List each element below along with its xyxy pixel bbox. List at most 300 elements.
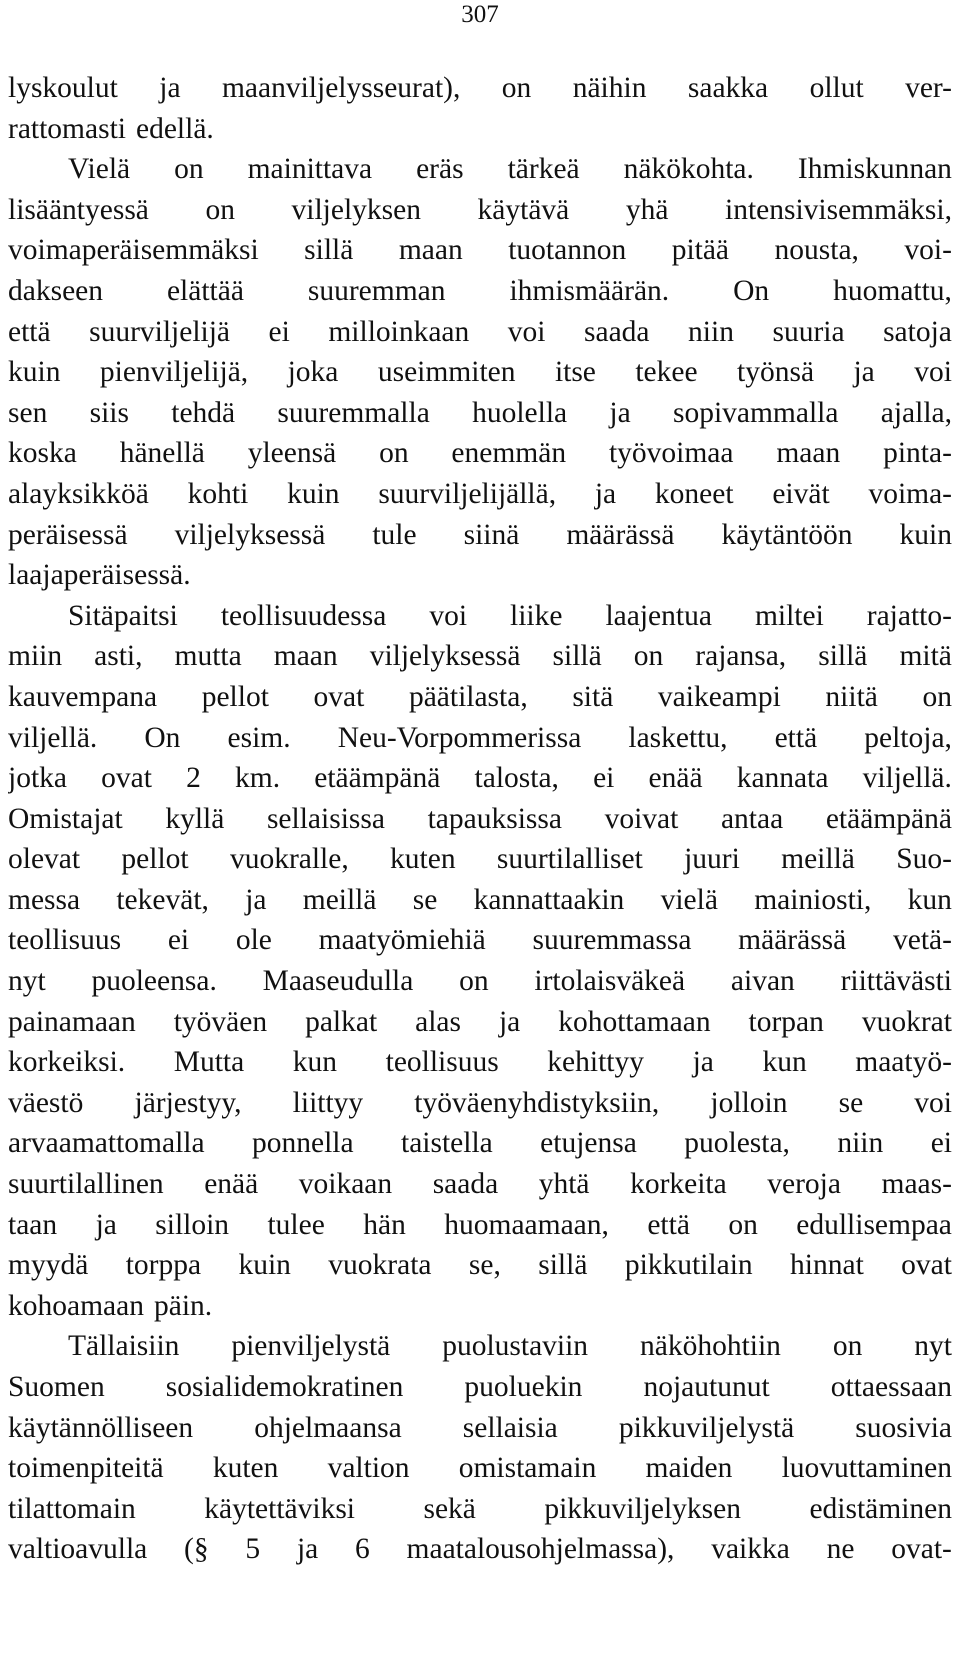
word: etäämpänä: [314, 762, 441, 795]
word: Suomen: [8, 1371, 105, 1403]
text-line: [8, 596, 952, 637]
word: voikaan: [298, 1168, 393, 1201]
word: sillä: [818, 640, 868, 673]
word: järjestyy,: [134, 1086, 242, 1119]
word: km.: [235, 762, 281, 795]
word: veroja: [767, 1168, 841, 1201]
word: se: [412, 883, 438, 916]
word: että: [774, 721, 818, 754]
word: on: [501, 72, 532, 104]
word: kuten: [212, 1452, 279, 1485]
word: valtioavulla: [8, 1533, 148, 1566]
word: hänellä: [119, 437, 205, 470]
word: tuotannon: [508, 234, 627, 267]
word: mitä: [899, 640, 952, 673]
word: taan: [8, 1208, 58, 1241]
word: ja: [245, 883, 267, 916]
word: alas: [415, 1005, 461, 1038]
text-line: [8, 880, 952, 921]
word: suurviljelijällä,: [378, 477, 557, 510]
text-line: [8, 1245, 952, 1286]
word: työväenyhdistyksiin,: [414, 1086, 660, 1119]
word: huolella: [472, 396, 568, 429]
word: tulee: [267, 1208, 325, 1241]
text-line: [8, 1002, 952, 1043]
text-line: [8, 190, 952, 231]
word: nyt: [914, 1330, 952, 1363]
word: laskettu,: [628, 721, 728, 754]
word: lyskoulut: [8, 72, 118, 104]
text-line: [8, 433, 952, 474]
word: pienviljelijä,: [99, 356, 249, 389]
word: meillä: [302, 883, 377, 916]
word: ei: [930, 1127, 952, 1160]
word: puolesta,: [684, 1127, 790, 1160]
word: milloinkaan: [328, 315, 470, 348]
word: ohjelmaansa: [254, 1411, 402, 1444]
word: 6: [355, 1533, 370, 1566]
text-line: [8, 799, 952, 840]
word: nousta,: [774, 234, 859, 267]
text-line: [8, 515, 952, 556]
word: sosialidemokratinen: [165, 1371, 404, 1403]
word: rattomasti: [8, 112, 126, 145]
word: hinnat: [790, 1249, 864, 1282]
word: siinä: [463, 518, 520, 551]
text-line: [8, 1164, 952, 1205]
word: myydä: [8, 1249, 89, 1282]
word: rajansa,: [695, 640, 787, 673]
word: viljelyksessä: [174, 518, 326, 551]
word: painamaan: [8, 1005, 136, 1038]
word: kohoamaan: [8, 1289, 144, 1322]
word: mutta: [174, 640, 242, 673]
word: huomattu,: [833, 274, 952, 307]
word: saakka: [687, 72, 769, 104]
text-line: [8, 1083, 952, 1124]
word: suuremmalla: [277, 396, 430, 429]
word: huomaamaan,: [444, 1208, 609, 1241]
word: on: [205, 193, 235, 226]
word: ponnella: [251, 1127, 354, 1160]
text-line: [8, 474, 952, 515]
word: kuin: [287, 477, 340, 510]
word: ja: [692, 1046, 714, 1079]
word: miltei: [754, 599, 824, 632]
word: kun: [907, 883, 952, 916]
word: esim.: [227, 721, 291, 754]
word: suuremmassa: [532, 924, 692, 957]
word: On: [733, 274, 770, 307]
word: pellot: [201, 680, 269, 713]
word: että: [8, 315, 51, 348]
word: hän: [363, 1208, 406, 1241]
word: miin: [8, 640, 63, 673]
word: suosivia: [855, 1411, 952, 1444]
word: puoleensa.: [91, 965, 217, 998]
word: määrässä: [738, 924, 847, 957]
word: kannata: [736, 762, 829, 795]
text-line: [8, 1205, 952, 1246]
word: antaa: [720, 802, 784, 835]
word: työväen: [173, 1005, 268, 1038]
text-line: [8, 677, 952, 718]
word: ne: [826, 1533, 855, 1566]
word: (§: [184, 1533, 209, 1566]
word: jolloin: [710, 1086, 788, 1119]
word: työvoimaa: [608, 437, 734, 470]
word: vetä-: [893, 924, 952, 957]
word: voi: [507, 315, 546, 348]
word: sillä: [538, 1249, 588, 1282]
word: torpan: [748, 1005, 824, 1038]
word: talosta,: [474, 762, 559, 795]
word: olevat: [8, 843, 81, 876]
text-line: [8, 839, 952, 880]
word: jotka: [8, 762, 67, 795]
word: kun: [762, 1046, 807, 1079]
word: että: [647, 1208, 690, 1241]
text-line: [8, 1489, 952, 1530]
word: Tällaisiin: [68, 1330, 180, 1363]
word: kuin: [238, 1249, 291, 1282]
word: liike: [510, 599, 563, 632]
word: valtion: [327, 1452, 410, 1485]
word: luovuttaminen: [781, 1452, 952, 1485]
page-number: [0, 0, 960, 30]
word: puoluekin: [464, 1371, 583, 1403]
word: voimaperäisemmäksi: [8, 234, 259, 267]
word: niin: [837, 1127, 884, 1160]
word: maatyömiehiä: [318, 924, 486, 957]
word: intensivisemmäksi,: [725, 193, 952, 226]
word: kun: [292, 1046, 338, 1079]
word: on: [922, 680, 952, 713]
word: määrässä: [566, 518, 675, 551]
word: torppa: [125, 1249, 202, 1282]
word: Omistajat: [8, 802, 123, 835]
word: maiden: [645, 1452, 733, 1485]
word: sellaisissa: [266, 802, 385, 835]
word: Vielä: [68, 153, 131, 186]
word: pellot: [121, 843, 189, 876]
word: käytettäviksi: [204, 1492, 356, 1525]
word: on: [459, 965, 489, 998]
word: on: [633, 640, 664, 673]
word: on: [832, 1330, 863, 1363]
text-line: [8, 920, 952, 961]
text-line: [8, 718, 952, 759]
word: suuria: [772, 315, 845, 348]
text-line: [8, 1326, 952, 1367]
word: mainiosti,: [754, 883, 872, 916]
text-line: [8, 636, 952, 677]
word: vaikka: [711, 1533, 790, 1566]
word: viljelyksen: [291, 193, 421, 226]
word: kuin: [8, 356, 61, 389]
word: tärkeä: [507, 153, 580, 186]
word: sillä: [552, 640, 602, 673]
text-line: [8, 1529, 952, 1570]
word: ja: [159, 72, 181, 104]
text-line: [8, 1408, 952, 1449]
word: suurtilallinen: [8, 1168, 164, 1201]
word: Mutta: [173, 1046, 245, 1079]
word: viljelyksessä: [369, 640, 521, 673]
word: alayksikköä: [8, 477, 149, 510]
word: vuokrat: [861, 1005, 952, 1038]
word: nojautunut: [643, 1371, 770, 1403]
word: maanviljelysseurat),: [221, 72, 461, 104]
text-line: [8, 68, 952, 109]
word: 5: [245, 1533, 261, 1566]
word: lisääntyessä: [8, 193, 149, 226]
word: niitä: [825, 680, 878, 713]
word: enää: [204, 1168, 259, 1201]
word: teollisuus: [385, 1046, 499, 1079]
word: tekee: [635, 356, 698, 389]
text-line: [8, 352, 952, 393]
word: saada: [432, 1168, 499, 1201]
word: koneet: [654, 477, 734, 510]
word: päin.: [153, 1289, 213, 1322]
page-number-text: 307: [461, 1, 499, 28]
word: voi-: [904, 234, 952, 267]
word: nyt: [8, 965, 46, 998]
word: kuin: [899, 518, 952, 551]
word: irtolaisväkeä: [534, 965, 686, 998]
word: kauvempana: [8, 680, 158, 713]
word: väestö: [8, 1086, 84, 1119]
word: etäämpänä: [825, 802, 952, 835]
word: sellaisia: [462, 1411, 558, 1444]
word: voivat: [604, 802, 679, 835]
word: vuokrata: [328, 1249, 432, 1282]
word: tilattomain: [8, 1492, 136, 1525]
word: ajalla,: [880, 396, 952, 429]
word: Maaseudulla: [262, 965, 414, 998]
word: itse: [554, 356, 596, 389]
word: toimenpiteitä: [8, 1452, 164, 1485]
word: sekä: [423, 1492, 476, 1525]
word: viljellä.: [862, 762, 952, 795]
word: ollut: [809, 72, 864, 104]
word: mainittava: [247, 153, 373, 186]
word: edistäminen: [809, 1492, 952, 1525]
word: etujensa: [540, 1127, 637, 1160]
word: tule: [372, 518, 417, 551]
word: sitä: [572, 680, 614, 713]
word: puolustaviin: [442, 1330, 589, 1363]
word: ei: [593, 762, 615, 795]
word: voi: [914, 356, 952, 389]
word: ja: [609, 396, 631, 429]
word: näköhohtiin: [639, 1330, 781, 1363]
word: pikkuviljelyksen: [544, 1492, 741, 1525]
word: sen: [8, 396, 48, 429]
word: korkeiksi.: [8, 1046, 126, 1079]
word: maas-: [881, 1168, 952, 1201]
word: 2: [186, 762, 201, 795]
text-line: [8, 1448, 952, 1489]
word: edellä.: [135, 112, 214, 145]
word: on: [379, 437, 409, 470]
word: On: [144, 721, 181, 754]
word: Sitäpaitsi: [68, 599, 178, 632]
word: Neu-Vorpommerissa: [337, 721, 582, 754]
text-line: [8, 1123, 952, 1164]
word: asti,: [94, 640, 143, 673]
word: suuremman: [307, 274, 446, 307]
word: taistella: [401, 1127, 493, 1160]
word: sopivammalla: [672, 396, 839, 429]
word: maan: [398, 234, 463, 267]
word: tehdä: [171, 396, 236, 429]
word: maatalousohjelmassa),: [406, 1533, 675, 1566]
word: käytäntöön: [721, 518, 853, 551]
word: on: [728, 1208, 758, 1241]
word: rajatto-: [866, 599, 952, 632]
word: teollisuus: [8, 924, 122, 957]
word: kuten: [390, 843, 456, 876]
word: juuri: [684, 843, 740, 876]
word: tapauksissa: [427, 802, 562, 835]
word: peräisessä: [8, 518, 128, 551]
word: kohottamaan: [558, 1005, 711, 1038]
word: riittävästi: [840, 965, 952, 998]
word: sillä: [304, 234, 354, 267]
word: omistamain: [458, 1452, 597, 1485]
text-line: [8, 230, 952, 271]
word: enemmän: [451, 437, 567, 470]
word: ja: [498, 1005, 521, 1038]
text-line: [8, 109, 952, 150]
text-line: [8, 312, 952, 353]
word: näihin: [572, 72, 647, 104]
word: saada: [584, 315, 650, 348]
word: edullisempaa: [796, 1208, 952, 1241]
word: voi: [914, 1086, 952, 1119]
word: ja: [853, 356, 875, 389]
text-line: [8, 393, 952, 434]
word: kannattaakin: [473, 883, 625, 916]
text-line: [8, 758, 952, 799]
word: se,: [468, 1249, 501, 1282]
word: vielä: [660, 883, 718, 916]
word: dakseen: [8, 274, 104, 307]
word: ja: [594, 477, 617, 510]
word: ole: [235, 924, 272, 957]
word: yleensä: [247, 437, 337, 470]
text-line: [8, 555, 952, 596]
word: ihmismäärän.: [509, 274, 670, 307]
word: voi: [429, 599, 468, 632]
text-line: [8, 1286, 952, 1327]
word: yhtä: [538, 1168, 590, 1201]
word: kyllä: [165, 802, 225, 835]
word: ja: [296, 1533, 319, 1566]
word: eräs: [416, 153, 464, 186]
word: liittyy: [292, 1086, 364, 1119]
word: pikkutilain: [624, 1249, 753, 1282]
word: siis: [89, 396, 129, 429]
word: on: [174, 153, 204, 186]
word: voima-: [868, 477, 952, 510]
word: ei: [268, 315, 290, 348]
word: satoja: [883, 315, 952, 348]
word: kohti: [187, 477, 249, 510]
word: messa: [8, 883, 81, 916]
text-line: [8, 271, 952, 312]
word: käytävä: [477, 193, 570, 226]
word: tekevät,: [116, 883, 209, 916]
word: niin: [688, 315, 734, 348]
word: peltoja,: [864, 721, 952, 754]
word: ver-: [905, 72, 952, 104]
word: arvaamattomalla: [8, 1127, 205, 1160]
word: pienviljelystä: [231, 1330, 391, 1363]
body-text: [8, 68, 952, 1570]
word: teollisuudessa: [220, 599, 387, 632]
word: yhä: [625, 193, 669, 226]
word: ottaessaan: [830, 1371, 952, 1403]
word: ja: [95, 1208, 117, 1241]
word: eivät: [772, 477, 830, 510]
word: maan: [776, 437, 841, 470]
word: maan: [273, 640, 338, 673]
word: ovat: [101, 762, 152, 795]
word: ovat: [901, 1249, 952, 1282]
word: käytännölliseen: [8, 1411, 194, 1444]
word: se: [838, 1086, 864, 1119]
word: suurtilalliset: [496, 843, 643, 876]
word: maatyö-: [855, 1046, 952, 1079]
word: Suo-: [896, 843, 952, 876]
word: kehittyy: [547, 1046, 644, 1079]
text-line: [8, 1042, 952, 1083]
word: näkökohta.: [623, 153, 754, 186]
word: pinta-: [883, 437, 952, 470]
word: pitää: [671, 234, 730, 267]
text-line: [8, 149, 952, 190]
word: suurviljelijä: [89, 315, 231, 348]
word: ovat: [313, 680, 365, 713]
word: koska: [8, 437, 77, 470]
text-line: [8, 1367, 952, 1408]
word: meillä: [781, 843, 855, 876]
word: korkeita: [630, 1168, 727, 1201]
word: elättää: [166, 274, 244, 307]
text-line: [8, 961, 952, 1002]
word: viljellä.: [8, 721, 98, 754]
word: pikkuviljelystä: [618, 1411, 795, 1444]
word: ovat-: [891, 1533, 952, 1566]
word: silloin: [155, 1208, 230, 1241]
word: joka: [287, 356, 339, 389]
word: enää: [648, 762, 703, 795]
word: aivan: [730, 965, 795, 998]
word: päätilasta,: [408, 680, 528, 713]
word: Ihmiskunnan: [797, 153, 952, 186]
word: ei: [167, 924, 190, 957]
word: vuokralle,: [229, 843, 349, 876]
word: työnsä: [737, 356, 815, 389]
word: palkat: [305, 1005, 378, 1038]
word: vaikeampi: [657, 680, 781, 713]
word: laajentua: [605, 599, 712, 632]
word: laajaperäisessä.: [8, 559, 191, 592]
word: useimmiten: [377, 356, 516, 389]
